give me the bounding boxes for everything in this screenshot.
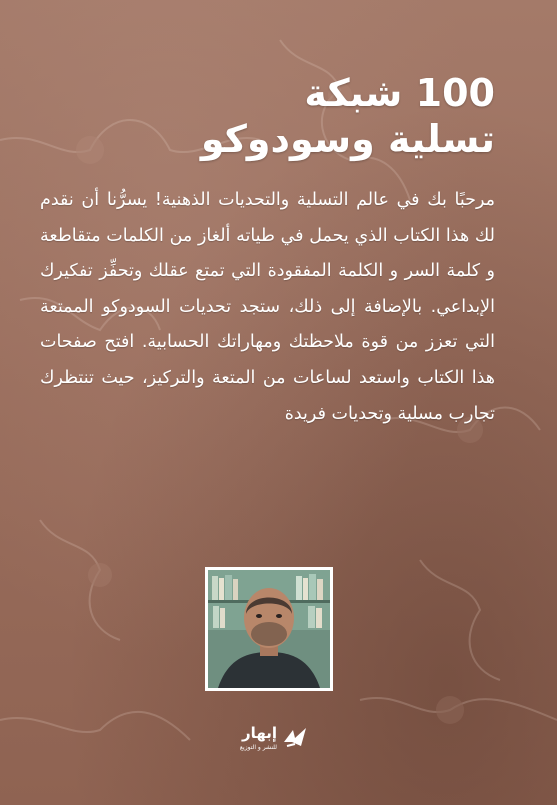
author-photo <box>205 567 333 691</box>
title-line-1: 100 شبكة <box>304 71 495 115</box>
title-line-2: تسلية وسودوكو <box>200 117 495 161</box>
author-photo-image <box>208 570 330 688</box>
publisher-tagline: للنشر و التوزيع <box>239 744 277 751</box>
book-title <box>65 70 495 162</box>
publisher-name: إبهار <box>242 724 277 742</box>
book-description: مرحبًا بك في عالم التسلية والتحديات الذهنية! يسرُّنا أن نقدم لك هذا الكتاب الذي يحمل في طياته ألغاز من الكلمات متقاطعة و كلمة السر و الكلمة المفقودة التي تمتع عقلك وتحفِّز تفكيرك الإبداعي. بالإضافة إلى ذلك، ستجد تحديات السودوكو الممتعة التي تعزز من قوة ملاحظتك ومهاراتك الحسابية. افتح صفحات هذا الكتاب واستعد لساعات من المتعة والتركيز، حيث تنتظرك تجارب مسلية وتحديات فريدة <box>40 190 495 424</box>
publisher-bird-icon <box>281 724 309 752</box>
publisher-logo <box>225 720 315 760</box>
